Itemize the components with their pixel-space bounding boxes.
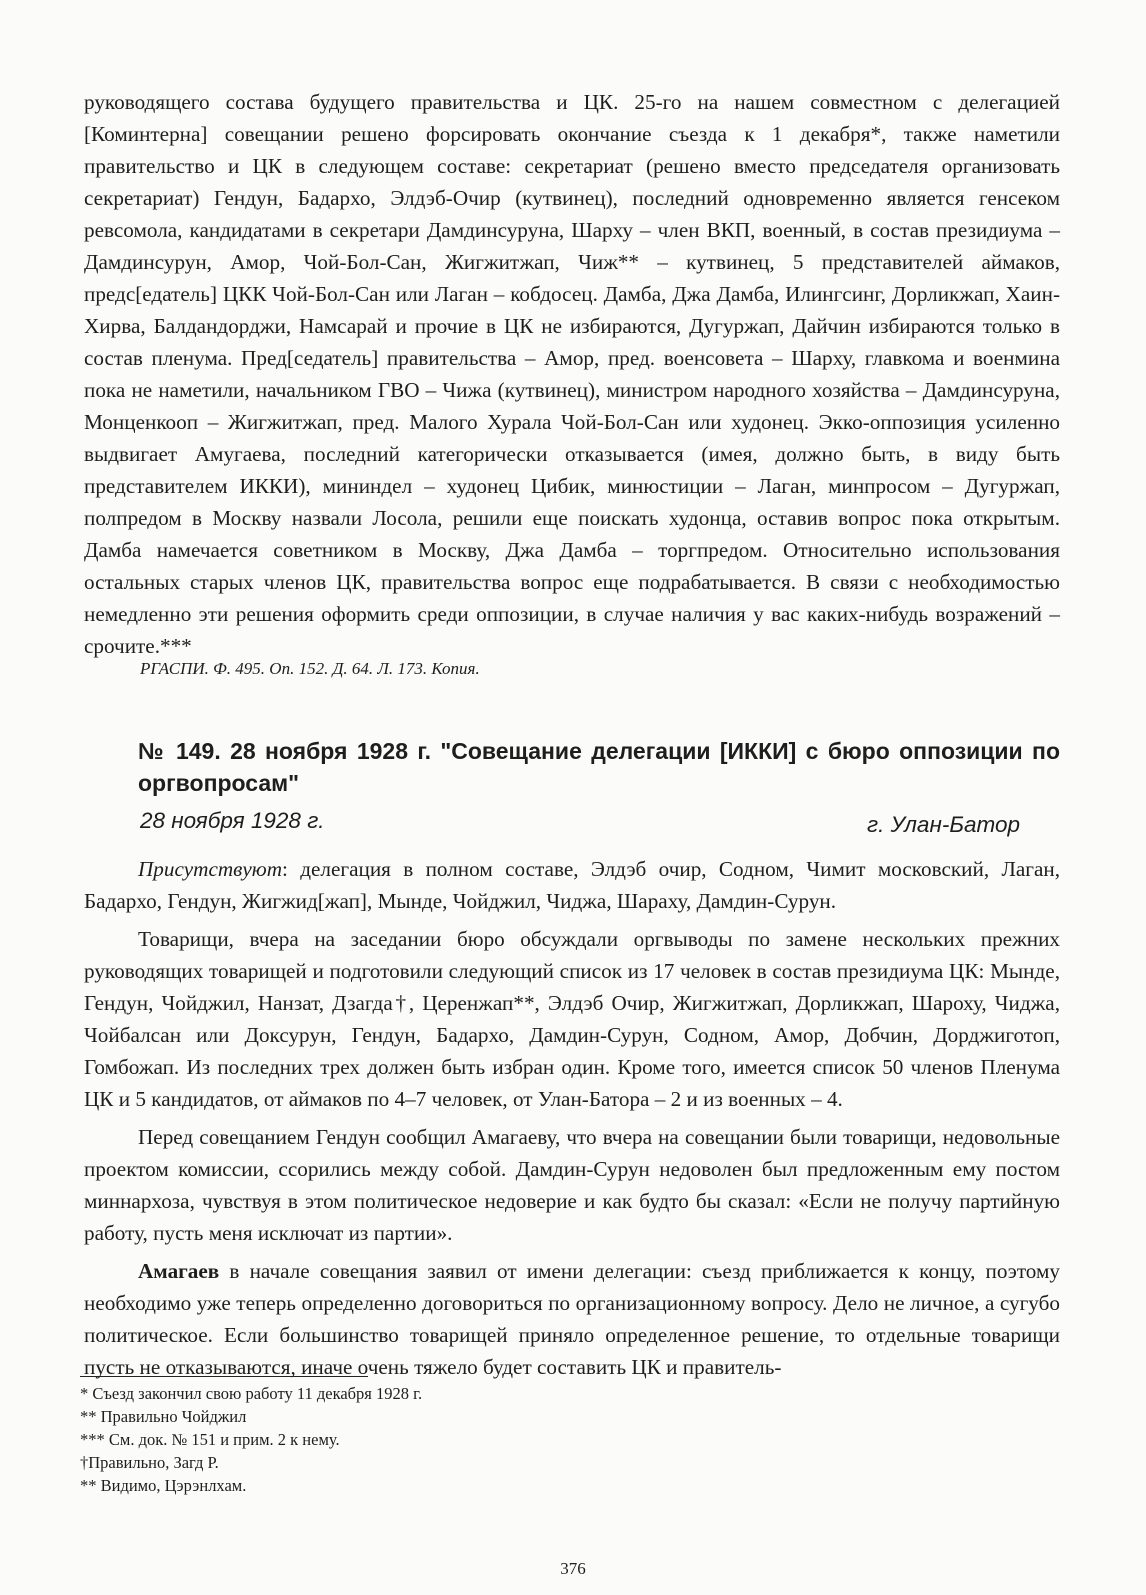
document-date: 28 ноября 1928 г.	[140, 808, 325, 833]
body-paragraph-2: Перед совещанием Гендун сообщил Амагаеву, что вчера на совещании были товарищи, недовольные проектом комиссии, ссорились между собой. Дамдин-Сурун недоволен был предложенным ему постом миннархоза, чувствуя в этом политическое недоверие и как будто бы сказал: «Если не получу партийную работу, пусть меня исключат из партии».	[84, 1125, 1060, 1245]
document-heading: № 149. 28 ноября 1928 г. "Совещание делегации [ИККИ] с бюро оппозиции по оргвопросам"	[138, 738, 1060, 796]
footnote-item: ** Правильно Чойджил	[80, 1407, 247, 1426]
speaker-name: Амагаев	[138, 1259, 220, 1283]
document-place: г. Улан-Батор	[867, 812, 1020, 837]
footnote-divider	[80, 1376, 368, 1377]
footnote-item: †Правильно, Загд Р.	[80, 1453, 219, 1472]
document-body	[84, 853, 1060, 1383]
continuation-paragraph: руководящего состава будущего правительства и ЦК. 25-го на нашем совместном с делегацией [Коминтерна] совещании решено форсировать окончание съезда к 1 декабря*, также наметили правительство и ЦК в следующем составе: секретариат (решено вместо председателя организовать секретариат) Гендун, Бадархо, Элдэб-Очир (кутвинец), последний одновременно является генсеком ревсомола, кандидатами в секретари Дамдинсуруна, Шарху – член ВКП, военный, в состав президиума – Дамдинсурун, Амор, Чой-Бол-Сан, Жигжитжап, Чиж** – кутвинец, 5 представителей аймаков, предс[едатель] ЦКК Чой-Бол-Сан или Лаган – кобдосец. Дамба, Джа Дамба, Илингсинг, Дорликжап, Хаин-Хирва, Балдандорджи, Намсарай и прочие в ЦК не избираются, Дугуржап, Дайчин избираются только в состав пленума. Пред[седатель] правительства – Амор, пред. военсовета – Шарху, главкома и военмина пока не наметили, начальником ГВО – Чижа (кутвинец), министром народного хозяйства – Дамдинсуруна, Монценкооп – Жигжитжап, пред. Малого Хурала Чой-Бол-Сан или худонец. Экко-оппозиция усиленно выдвигает Амугаева, последний категорически отказывается (имея, должно быть, в виду быть представителем ИККИ), мининдел – худонец Цибик, минюстиции – Лаган, минпросом – Дугуржап, полпредом в Москву назвали Лосола, решили еще поискать худонца, оставив вопрос пока открытым. Дамба намечается советником в Москву, Джа Дамба – торгпредом. Относительно использования остальных старых членов ЦК, правительства вопрос еще подрабатывается. В связи с необходимостью немедленно эти решения оформить среди оппозиции, в случае наличия у вас каких-нибудь возражений – срочите.***	[84, 90, 1060, 658]
present-paragraph	[84, 853, 1060, 917]
present-list: : делегация в полном составе, Элдэб очир, Содном, Чимит московский, Лаган, Бадархо, Гендун, Жигжид[жап], Мынде, Чойджил, Чиджа, Шараху, Дамдин-Сурун.	[84, 857, 1060, 913]
archive-source: РГАСПИ. Ф. 495. Оп. 152. Д. 64. Л. 173. Копия.	[140, 659, 480, 678]
footnotes	[80, 1382, 422, 1497]
page-number: 376	[560, 1559, 586, 1578]
footnote-item: *** См. док. № 151 и прим. 2 к нему.	[80, 1430, 340, 1449]
body-paragraph-1: Товарищи, вчера на заседании бюро обсуждали оргвыводы по замене нескольких прежних руководящих товарищей и подготовили следующий список из 17 человек в состав президиума ЦК: Мынде, Гендун, Чойджил, Нанзат, Дзагда†, Церенжап**, Элдэб Очир, Жигжитжап, Дорликжап, Шароху, Чиджа, Чойбалсан или Доксурун, Гендун, Бадархо, Дамдин-Сурун, Содном, Амор, Добчин, Дорджиготоп, Гомбожап. Из последних трех должен быть избран один. Кроме того, имеется список 50 членов Пленума ЦК и 5 кандидатов, от аймаков по 4–7 человек, от Улан-Батора – 2 и из военных – 4.	[84, 927, 1060, 1111]
continuation-text	[84, 86, 1060, 662]
footnote-item: ** Видимо, Цэрэнлхам.	[80, 1476, 247, 1495]
body-paragraph-3-text: в начале совещания заявил от имени делегации: съезд приближается к концу, поэтому необходимо уже теперь определенно договориться по организационному вопросу. Дело не личное, а сугубо политическое. Если большинство товарищей приняло определенное решение, то отдельные товарищи пусть не отказываются, иначе очень тяжело будет составить ЦК и правитель-	[84, 1259, 1060, 1379]
present-label: Присутствуют	[138, 857, 282, 881]
footnote-item: * Съезд закончил свою работу 11 декабря 1928 г.	[80, 1384, 423, 1403]
body-paragraph-3	[84, 1255, 1060, 1383]
